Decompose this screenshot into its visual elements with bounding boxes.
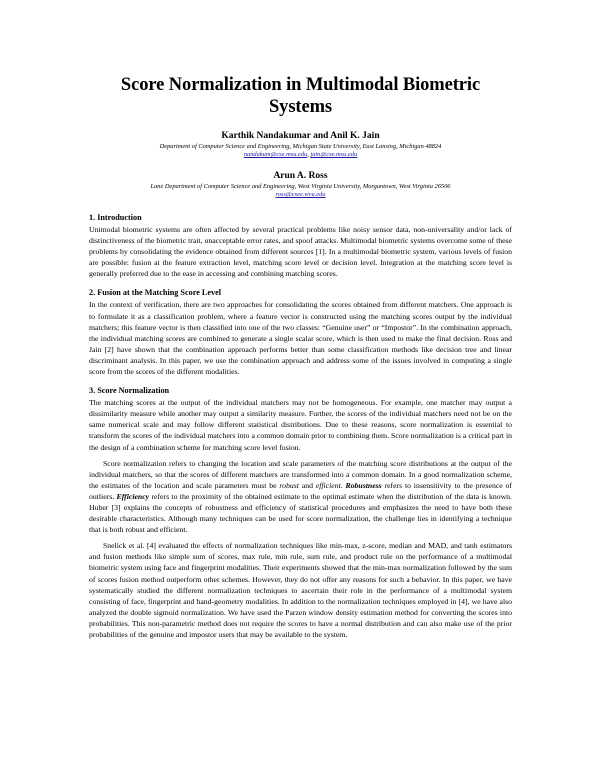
paragraph: In the context of verification, there are two approaches for consolidating the scores obtained from different matchers. One approach is to formulate it as a classification problem, where a feature vector is constructed using the matching scores output by the individual matchers; this feature vector is then classified into one of the two classes: “Genuine user” or “Impostor”. In the combination approach, the individual matching scores are combined to generate a single scalar score, which is then used to make the final decision. Ross and Jain [2] have shown that the combination approach performs better than some classification methods like decision tree and linear discriminant analysis. In this paper, we use the combination approach and address some of the issues involved in computing a single score from the scores of the different modalities. xyxy=(89,300,512,377)
author-block-2 xyxy=(89,171,512,199)
paragraph-text: refers to insensitivity to the presence of outliers. xyxy=(89,480,513,501)
author-names: Karthik Nandakumar and Anil K. Jain xyxy=(221,131,380,141)
paragraph-text: Score normalization refers to changing the location and scale parameters of the matching score distributions at the output of the individual matchers, so that the scores of different matchers are transformed into a common domain. In a good normalization scheme, the estimates of the location and scale parameters must be xyxy=(89,458,512,490)
email-link[interactable]: ross@csee.wvu.edu xyxy=(275,191,326,198)
paragraph: The matching scores at the output of the individual matchers may not be homogeneous. For example, one matcher may output a dissimilarity measure while another may output a similarity measure. Further, the scores of the individual matchers need not be on the same numerical scale and may follow different statistical distributions. Due to these reasons, score normalization is essential to transform the scores of the individual matchers into a common domain prior to combining them. Score normalization is a critical part in the design of a combination scheme for matching score level fusion. xyxy=(89,398,512,452)
author-emails xyxy=(89,191,512,199)
section-fusion xyxy=(89,287,512,377)
emphasis-efficient: efficient xyxy=(315,480,341,490)
term-robustness: Robustness xyxy=(345,480,382,490)
author-block-1 xyxy=(89,131,512,159)
author-emails xyxy=(89,151,512,159)
email-link[interactable]: jain@cse.msu.edu xyxy=(310,151,358,158)
section-heading: 1. Introduction xyxy=(89,213,142,222)
paragraph: Unimodal biometric systems are often affected by several practical problems like noisy sensor data, non-universality and/or lack of distinctiveness of the biometric trait, unacceptable error rates, and spoof attacks. Multimodal biometric systems overcome some of these problems by consolidating the evidence obtained from different sources [1]. In a multimodal biometric system, various levels of fusion are possible: fusion at the feature extraction level, matching score level or decision level. Integration at the matching score level is generally preferred due to the ease in accessing and combining matching scores. xyxy=(89,225,512,279)
emphasis-robust: robust xyxy=(279,480,299,490)
paragraph-text: refers to the proximity of the obtained estimate to the optimal estimate when the distribution of the data is known. Huber [3] explains the concepts of robustness and efficiency of statistical procedures and emphasizes the need to have both these desirable characteristics. Although many techniques can be used for score normalization, the challenge lies in identifying a technique that is both robust and efficient. xyxy=(89,491,512,535)
section-score-normalization xyxy=(89,385,512,640)
term-efficiency: Efficiency xyxy=(116,491,150,501)
author-affiliation: Lane Department of Computer Science and Engineering, West Virginia University, Morgantown, West Virginia 26506 xyxy=(150,183,451,190)
section-heading: 3. Score Normalization xyxy=(89,386,170,396)
paragraph-text: and xyxy=(298,480,316,490)
email-separator: , xyxy=(307,151,311,158)
paragraph: Snelick et al. [4] evaluated the effects of normalization techniques like min-max, z-score, median and MAD, and tanh estimators and fusion methods like simple sum of scores, max rule, min rule, sum rule, and product rule on the performance of a multimodal biometric system using face and fingerprint modalities. Their experiments showed that the min-max normalization followed by the sum of scores fusion method outperform other schemes. However, they do not offer any reasons for such a behavior. In this paper, we have systematically studied the different normalization techniques to ascertain their role in the performance of a multimodal system consisting of face, fingerprint and hand-geometry modalities. In addition to the normalization techniques employed in [4], we have also analyzed the double sigmoid normalization. We have used the Parzen window density estimation method for converting the scores into probabilities. This non-parametric method does not require the scores to have a normal distribution and can also make use of the prior probabilities of the genuine and impostor users that may be available to the system. xyxy=(89,541,512,639)
paragraph-text: . xyxy=(340,480,346,490)
paragraph xyxy=(89,458,512,536)
section-heading: 2. Fusion at the Matching Score Level xyxy=(89,288,221,298)
section-introduction xyxy=(89,212,512,279)
author-affiliation: Department of Computer Science and Engineering, Michigan State University, East Lansing, Michigan 48824 xyxy=(159,143,442,150)
paper-title: Score Normalization in Multimodal Biometric Systems xyxy=(120,75,481,117)
author-names: Arun A. Ross xyxy=(273,171,328,181)
email-link[interactable]: nandakum@cse.msu.edu xyxy=(243,151,308,158)
